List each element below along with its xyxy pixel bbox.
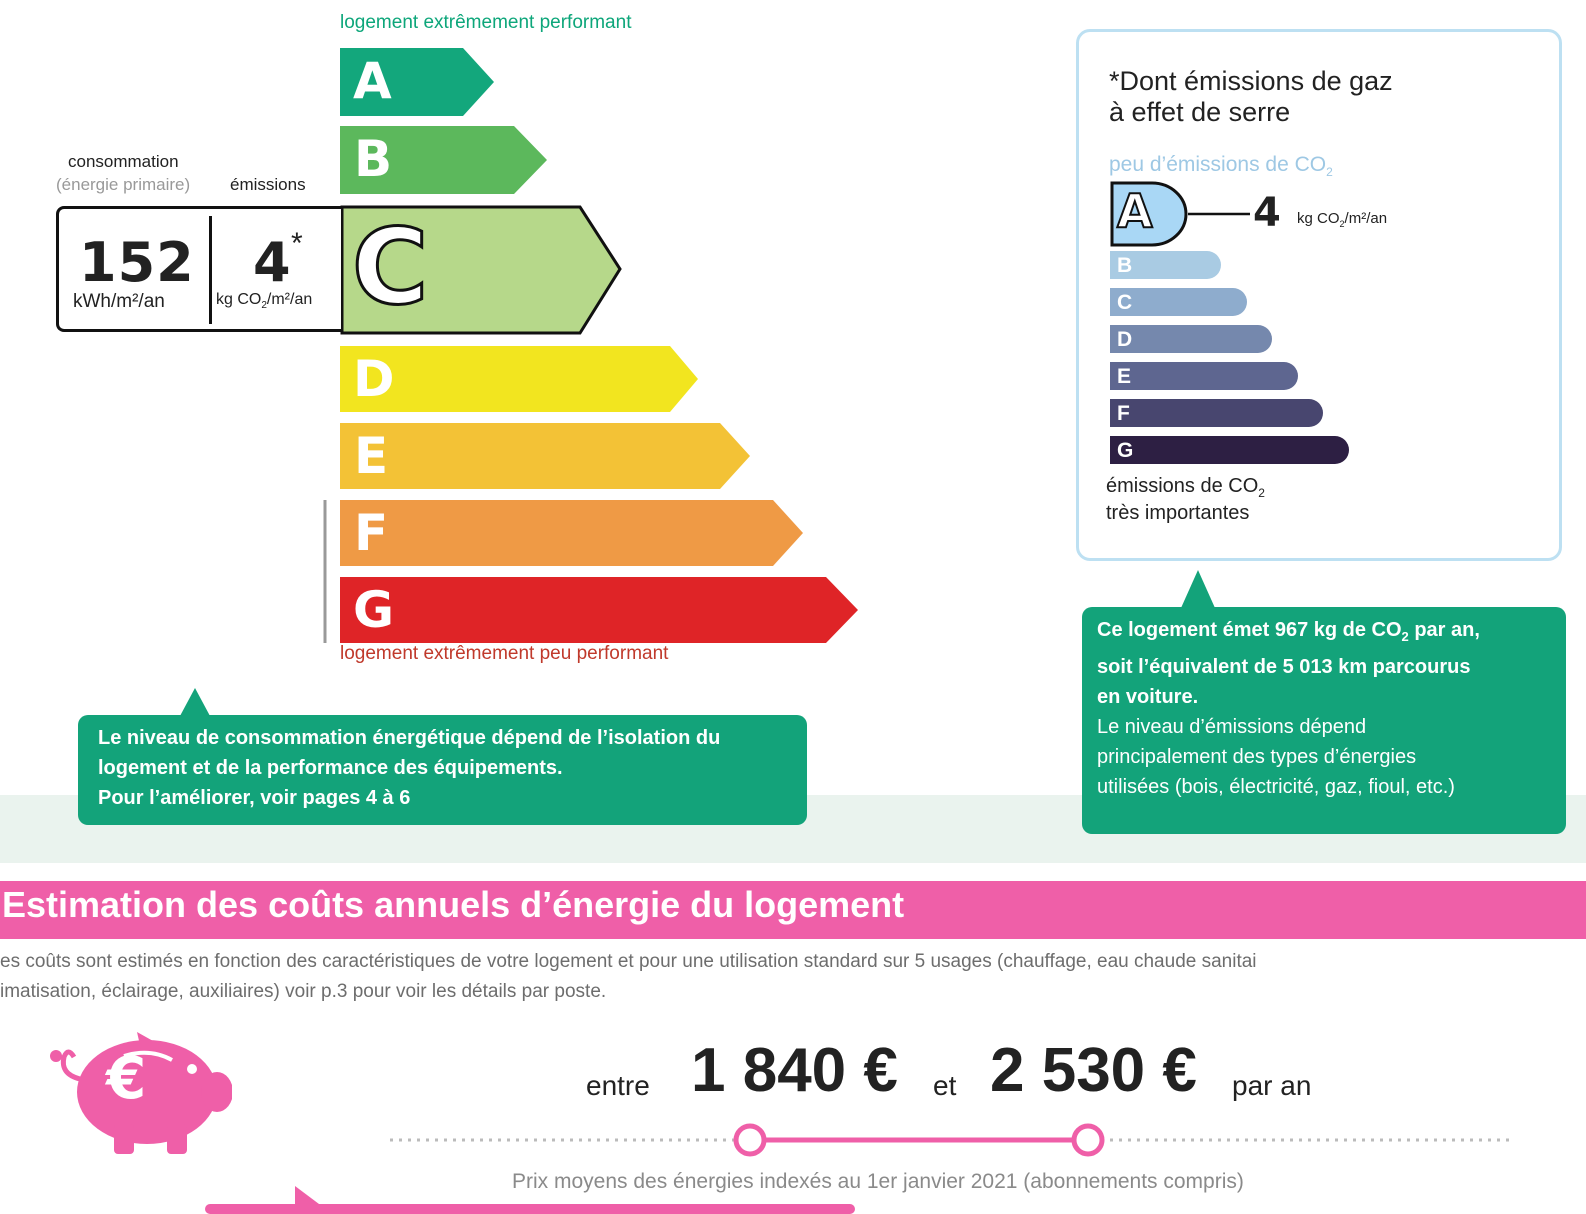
callout-line: Pour l’améliorer, voir pages 4 à 6: [98, 787, 411, 809]
ghg-letter-e: E: [1117, 365, 1132, 388]
dpe-top-label: logement extrêmement performant: [340, 12, 632, 33]
ghg-bar-e: [1110, 362, 1298, 390]
ghg-bar-d: [1110, 325, 1272, 353]
emissions-star: *: [291, 227, 303, 260]
callout-pointer-left: [180, 688, 210, 716]
emissions-callout: [1082, 607, 1566, 834]
consumption-unit: kWh/m²/an: [73, 291, 165, 312]
box-divider: [209, 216, 212, 324]
prices-note: Prix moyens des énergies indexés au 1er janvier 2021 (abonnements compris): [512, 1170, 1244, 1193]
cost-range-slider: [380, 1120, 1520, 1160]
callout-line: principalement des types d’énergies: [1097, 746, 1417, 768]
cost-between-label: entre: [586, 1070, 650, 1101]
callout-line: Le niveau de consommation énergétique dépend de l’isolation du: [98, 727, 721, 749]
dpe-letter-e: E: [354, 427, 389, 485]
ghg-bar-g: [1110, 436, 1349, 464]
range-low-handle: [736, 1126, 764, 1154]
ghg-title-line2: à effet de serre: [1109, 97, 1291, 127]
costs-title: Estimation des coûts annuels d’énergie du logement: [2, 884, 905, 925]
cost-low-value: 1 840 €: [691, 1036, 898, 1105]
dpe-letter-f: F: [354, 504, 389, 562]
costs-desc-line1: es coûts sont estimés en fonction des caractéristiques de votre logement et pour une utilisation standard sur 5 usages (chauffage, eau chaude sanitai: [0, 951, 1257, 972]
callout-line: logement et de la performance des équipements.: [98, 757, 563, 779]
consumption-header: consommation: [68, 152, 179, 171]
dpe-bar-e: [340, 423, 750, 489]
dpe-bar-f: [340, 500, 803, 566]
dpe-scale: [0, 0, 900, 700]
dpe-letter-c: C: [352, 206, 429, 328]
euro-icon: €: [106, 1044, 147, 1112]
ghg-bar-f: [1110, 399, 1323, 427]
emissions-header: émissions: [230, 175, 306, 194]
consumption-value: 152: [79, 231, 195, 294]
emissions-value: 4: [253, 231, 291, 294]
callout-line: Ce logement émet 967 kg de $CO_2$ par an,: [1097, 619, 1480, 644]
cost-and-label: et: [933, 1070, 957, 1101]
dpe-letter-d: D: [353, 350, 395, 408]
ghg-letter-c: C: [1117, 291, 1133, 314]
ghg-letter-f: F: [1117, 402, 1130, 425]
range-high-handle: [1074, 1126, 1102, 1154]
ghg-unit: kg $CO_2/m^2/an$: [1297, 210, 1388, 229]
dpe-letter-g: G: [353, 581, 395, 639]
emissions-unit: kg $CO_2/m^2/an$: [216, 291, 313, 312]
consumption-box: [56, 206, 341, 332]
callout-line: Le niveau d’émissions dépend: [1097, 716, 1367, 738]
ghg-top-label: peu d’émissions de $CO_2$: [1109, 153, 1333, 180]
dpe-letter-b: B: [354, 130, 393, 188]
callout-pointer-right: [1181, 570, 1215, 608]
cost-high-value: 2 530 €: [990, 1036, 1197, 1105]
callout-line: en voiture.: [1097, 686, 1199, 708]
dpe-letter-a: A: [353, 52, 392, 110]
bottom-callout-fragment: [205, 1186, 865, 1214]
dpe-bottom-label: logement extrêmement peu performant: [340, 643, 669, 664]
ghg-title-line1: *Dont émissions de gaz: [1109, 66, 1393, 96]
ghg-value: 4: [1253, 190, 1281, 236]
ghg-letter-d: D: [1117, 328, 1133, 351]
ghg-bottom-label2: très importantes: [1106, 502, 1250, 524]
ghg-letter-a: A: [1117, 184, 1153, 238]
dpe-bar-g: [340, 577, 858, 643]
consumption-subheader: (énergie primaire): [56, 175, 191, 194]
cost-per-year-label: par an: [1232, 1070, 1312, 1101]
callout-line: soit l’équivalent de 5 013 km parcourus: [1097, 656, 1471, 678]
callout-line: utilisées (bois, électricité, gaz, fioul, etc.): [1097, 776, 1455, 798]
consumption-callout: [78, 715, 807, 825]
ghg-letter-g: G: [1117, 439, 1134, 462]
ghg-letter-b: B: [1117, 254, 1133, 277]
costs-desc-line2: imatisation, éclairage, auxiliaires) voir p.3 pour voir les détails par poste.: [0, 981, 607, 1002]
ghg-bottom-label1: émissions de $CO_2$: [1106, 475, 1265, 500]
